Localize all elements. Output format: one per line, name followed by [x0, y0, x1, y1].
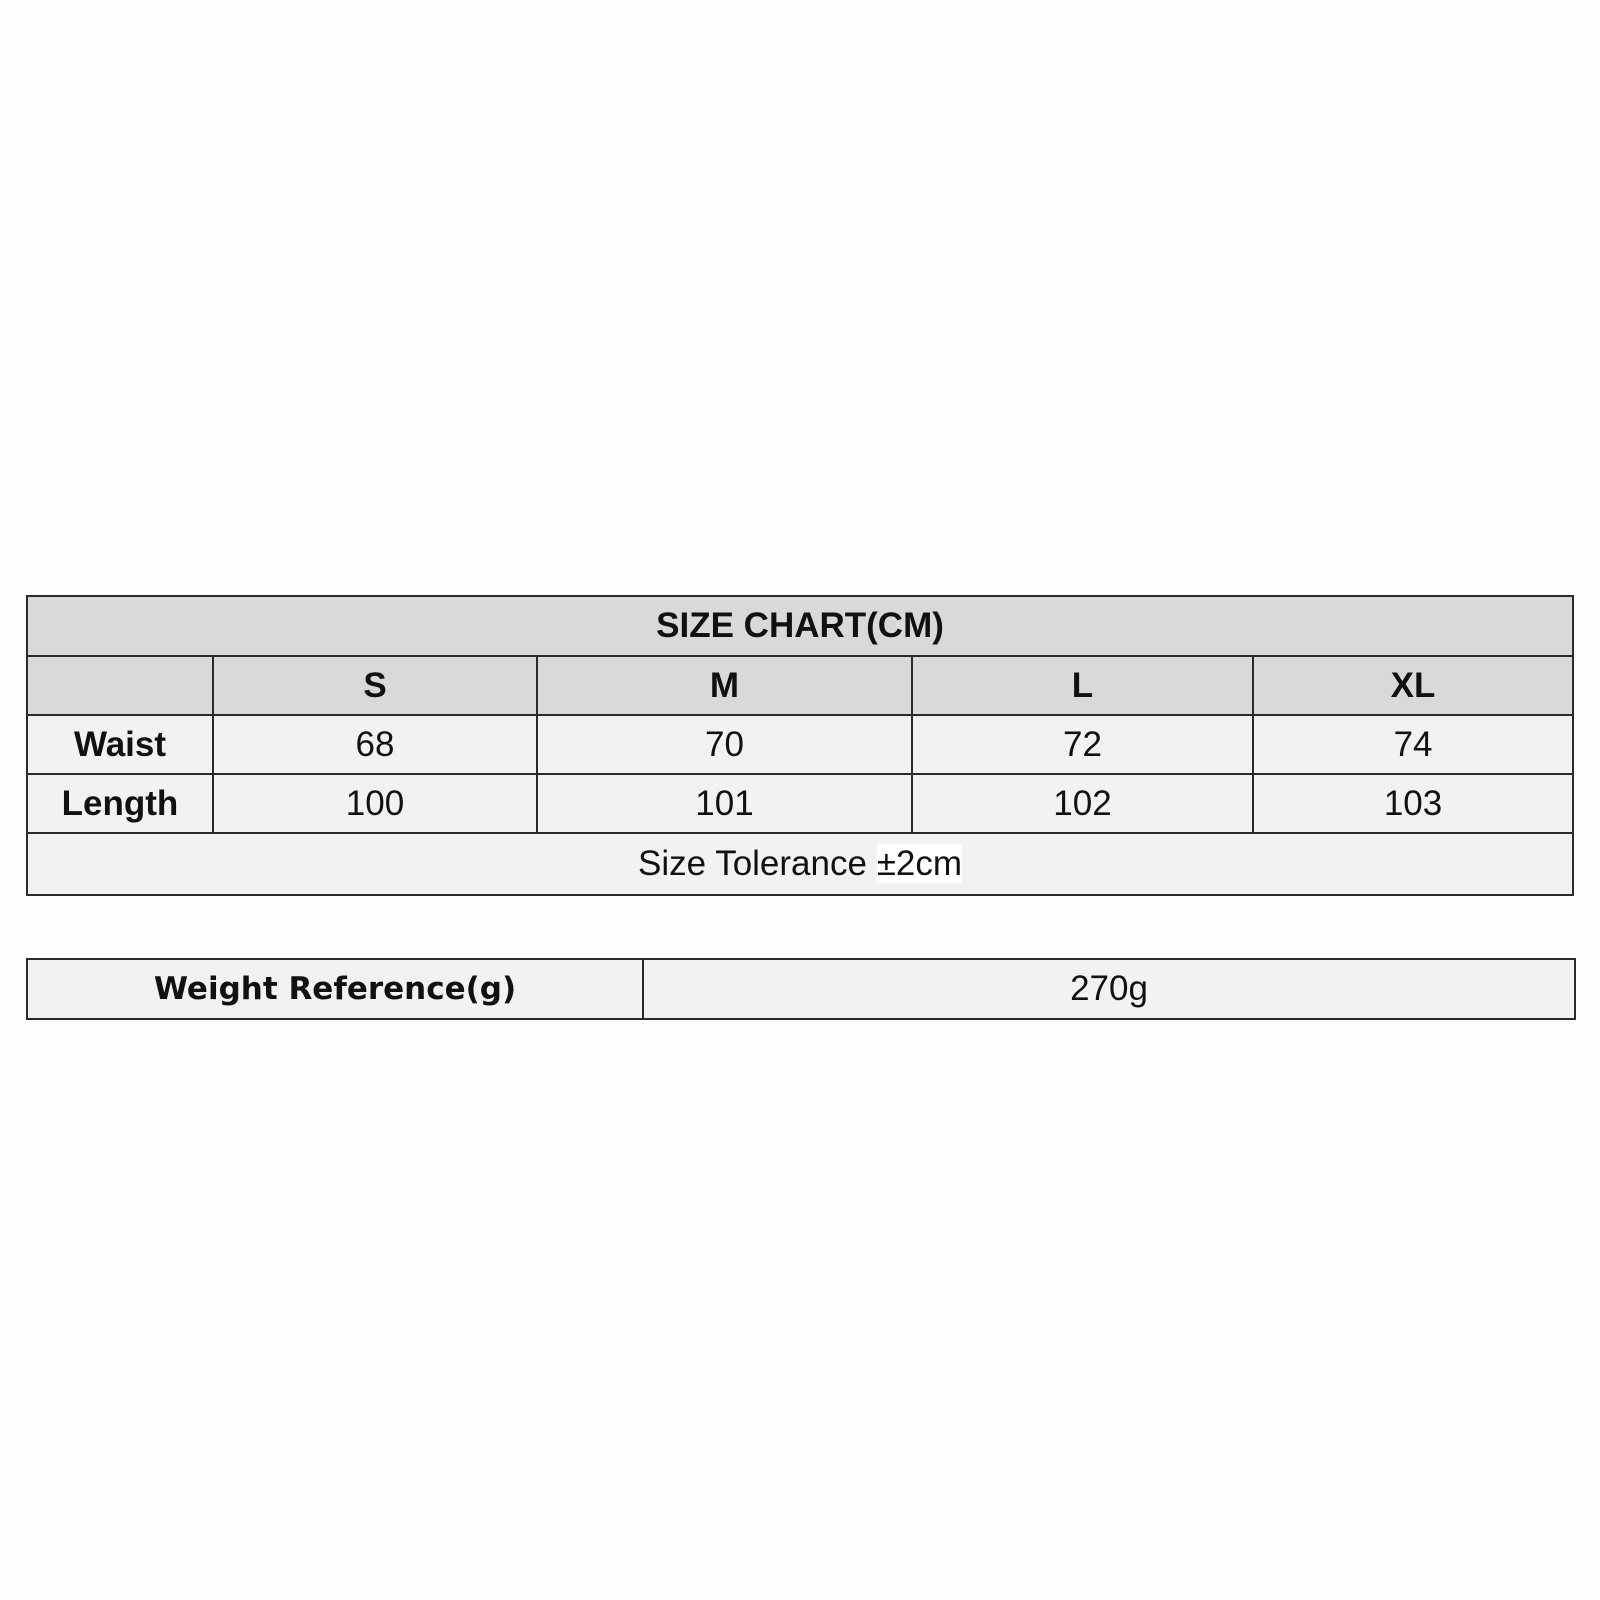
waist-l: 72	[912, 715, 1253, 774]
length-l: 102	[912, 774, 1253, 833]
tolerance-note	[27, 833, 1573, 895]
length-m: 101	[537, 774, 912, 833]
weight-label: Weight Reference(g)	[27, 959, 643, 1019]
waist-label: Waist	[27, 715, 213, 774]
size-chart-title: SIZE CHART(CM)	[27, 596, 1573, 656]
size-header-m: M	[537, 656, 912, 715]
waist-m: 70	[537, 715, 912, 774]
length-row	[27, 774, 1573, 833]
weight-table	[26, 958, 1576, 1020]
size-header-s: S	[213, 656, 537, 715]
tolerance-prefix: Size Tolerance	[638, 844, 877, 883]
size-header-row	[27, 656, 1573, 715]
weight-value: 270g	[643, 959, 1575, 1019]
size-header-l: L	[912, 656, 1253, 715]
corner-cell	[27, 656, 213, 715]
length-s: 100	[213, 774, 537, 833]
waist-s: 68	[213, 715, 537, 774]
length-xl: 103	[1253, 774, 1573, 833]
length-label: Length	[27, 774, 213, 833]
weight-row	[27, 959, 1575, 1019]
tolerance-value: ±2cm	[876, 844, 963, 883]
waist-row	[27, 715, 1573, 774]
tolerance-row	[27, 833, 1573, 895]
waist-xl: 74	[1253, 715, 1573, 774]
size-chart-title-row	[27, 596, 1573, 656]
size-header-xl: XL	[1253, 656, 1573, 715]
size-chart-table	[26, 595, 1574, 896]
